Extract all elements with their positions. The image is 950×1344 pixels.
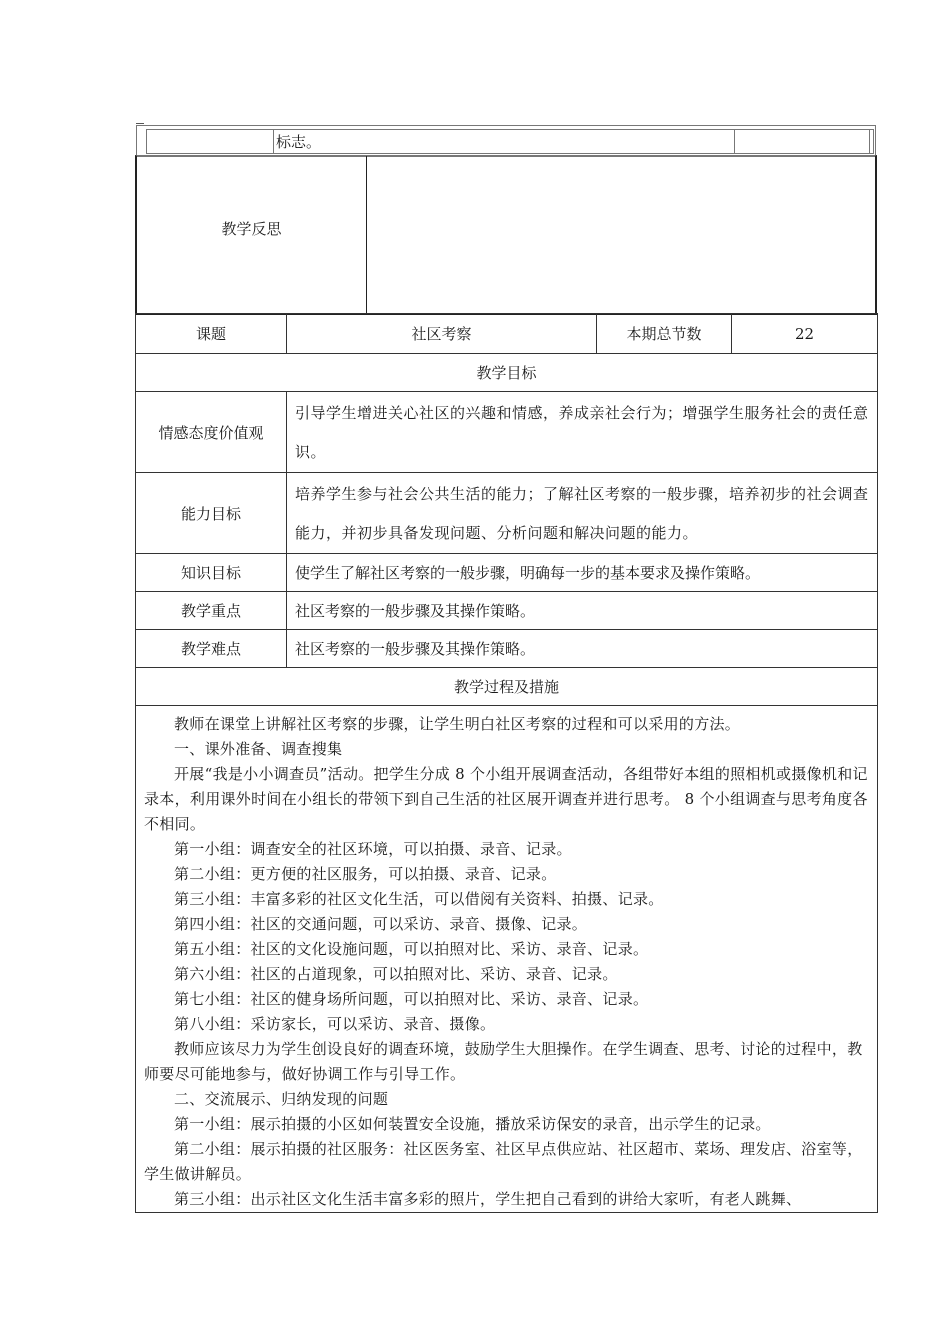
process-paragraph: 第一小组：展示拍摄的小区如何装置安全设施，播放采访保安的录音，出示学生的记录。 xyxy=(174,1115,771,1133)
process-paragraph: 二、交流展示、归纳发现的问题 xyxy=(174,1090,389,1108)
sessions-value: 22 xyxy=(732,314,878,354)
objective-label: 教学重点 xyxy=(136,592,287,630)
process-body xyxy=(136,706,878,1213)
reflection-divider xyxy=(366,156,367,313)
process-heading: 教学过程及措施 xyxy=(136,668,878,706)
reflection-label: 教学反思 xyxy=(221,220,282,238)
process-paragraph: 一、课外准备、调查搜集 xyxy=(174,740,343,758)
objective-text: 引导学生增进关心社区的兴趣和情感，养成亲社会行为；增强学生服务社会的责任意识。 xyxy=(287,392,878,473)
objective-text: 使学生了解社区考察的一般步骤，明确每一步的基本要求及操作策略。 xyxy=(287,554,878,592)
fragment-cell-text: 标志。 xyxy=(273,129,870,154)
objective-row xyxy=(136,592,878,630)
process-paragraph: 第三小组：丰富多彩的社区文化生活，可以借阅有关资料、拍摄、记录。 xyxy=(174,890,664,908)
process-heading-row xyxy=(136,668,878,706)
process-paragraph: 第一小组：调查安全的社区环境，可以拍摄、录音、记录。 xyxy=(174,840,572,858)
process-paragraph: 第八小组：采访家长，可以采访、录音、摄像。 xyxy=(174,1015,496,1033)
objective-label: 知识目标 xyxy=(136,554,287,592)
objective-row xyxy=(136,473,878,554)
lesson-plan-table xyxy=(135,313,878,1213)
process-row xyxy=(136,706,878,1213)
process-paragraph: 第二小组：展示拍摄的社区服务：社区医务室、社区早点供应站、社区超市、菜场、理发店、浴室等，学生做讲解员。 xyxy=(144,1140,863,1183)
objective-row xyxy=(136,392,878,473)
process-paragraph: 第四小组：社区的交通问题，可以采访、录音、摄像、记录。 xyxy=(174,915,588,933)
process-paragraph: 第二小组：更方便的社区服务，可以拍摄、录音、记录。 xyxy=(174,865,557,883)
fragment-cell-empty-right xyxy=(734,129,874,154)
table-edge-mark xyxy=(136,123,144,124)
process-paragraph: 教师在课堂上讲解社区考察的步骤，让学生明白社区考察的过程和可以采用的方法。 xyxy=(174,715,741,733)
topic-value: 社区考察 xyxy=(287,314,597,354)
process-paragraph: 第六小组：社区的占道现象，可以拍照对比、采访、录音、记录。 xyxy=(174,965,618,983)
objective-text: 社区考察的一般步骤及其操作策略。 xyxy=(287,592,878,630)
process-paragraph: 第七小组：社区的健身场所问题，可以拍照对比、采访、录音、记录。 xyxy=(174,990,649,1008)
process-paragraph: 开展“我是小小调查员”活动。把学生分成 8 个小组开展调查活动，各组带好本组的照相机或摄像机和记录本，利用课外时间在小组长的带领下到自己生活的社区展开调查并进行思考。 8 个小组调查与思考角度各不相同。 xyxy=(144,765,868,833)
teaching-reflection-block xyxy=(135,155,877,315)
objective-label: 教学难点 xyxy=(136,630,287,668)
process-paragraph: 第三小组：出示社区文化生活丰富多彩的照片，学生把自己看到的讲给大家听，有老人跳舞、 xyxy=(174,1190,802,1208)
process-paragraph: 教师应该尽力为学生创设良好的调查环境，鼓励学生大胆操作。在学生调查、思考、讨论的过程中，教师要尽可能地参与，做好协调工作与引导工作。 xyxy=(144,1040,863,1083)
fragment-cell-empty-left xyxy=(146,129,274,154)
objectives-heading: 教学目标 xyxy=(136,354,878,392)
objectives-heading-row xyxy=(136,354,878,392)
objective-row xyxy=(136,630,878,668)
objective-text: 培养学生参与社会公共生活的能力；了解社区考察的一般步骤，培养初步的社会调查能力，并初步具备发现问题、分析问题和解决问题的能力。 xyxy=(287,473,878,554)
objective-label: 情感态度价值观 xyxy=(136,392,287,473)
topic-label: 课题 xyxy=(136,314,287,354)
continued-table-fragment xyxy=(136,125,876,157)
process-paragraph: 第五小组：社区的文化设施问题，可以拍照对比、采访、录音、记录。 xyxy=(174,940,649,958)
objective-label: 能力目标 xyxy=(136,473,287,554)
objective-text: 社区考察的一般步骤及其操作策略。 xyxy=(287,630,878,668)
sessions-label: 本期总节数 xyxy=(597,314,732,354)
topic-row xyxy=(136,314,878,354)
objective-row xyxy=(136,554,878,592)
